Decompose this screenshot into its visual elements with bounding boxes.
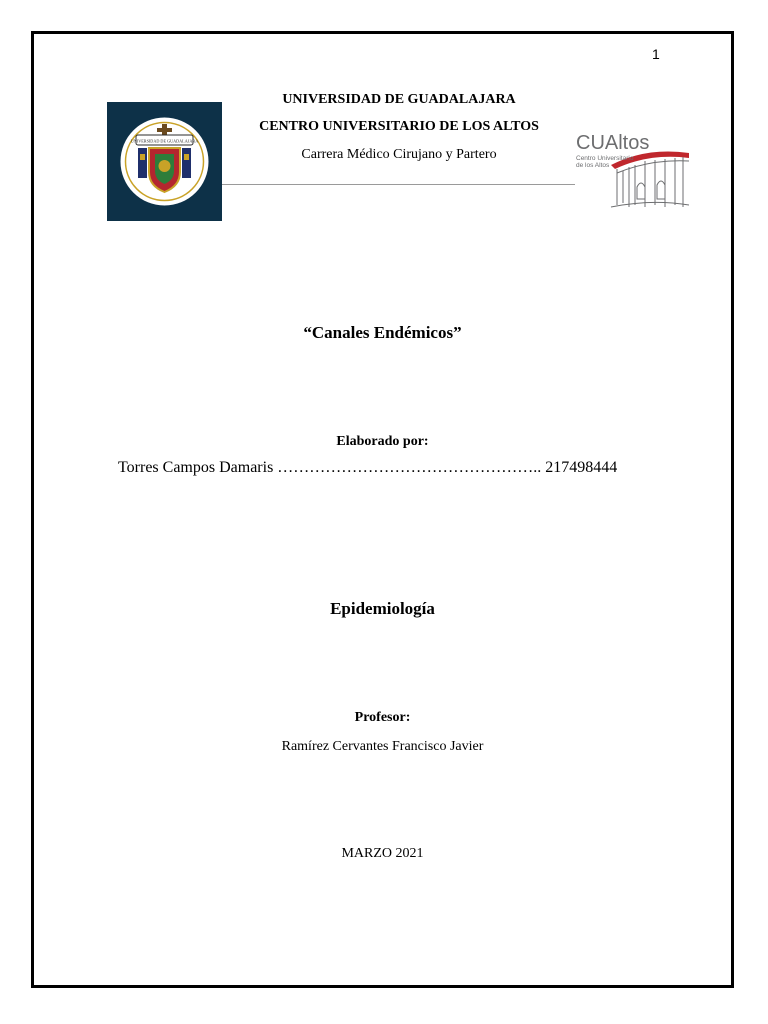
document-page [31, 31, 734, 988]
document-title: “Canales Endémicos” [303, 323, 462, 342]
center-name: CENTRO UNIVERSITARIO DE LOS ALTOS [259, 119, 539, 134]
program-name: Carrera Médico Cirujano y Partero [301, 147, 497, 162]
author-dot-leader: ………………………………………….. [277, 459, 542, 476]
elaborado-label: Elaborado por: [336, 434, 429, 449]
author-line [118, 459, 678, 477]
cualtos-building-icon [571, 127, 689, 217]
cualtos-subtitle-1: Centro Universitario [576, 155, 634, 162]
university-name: UNIVERSIDAD DE GUADALAJARA [282, 92, 516, 107]
professor-name: Ramírez Cervantes Francisco Javier [281, 739, 484, 754]
header-divider [222, 184, 575, 185]
student-code: 217498444 [545, 459, 618, 476]
author-name: Torres Campos Damaris [118, 459, 274, 476]
cualtos-subtitle-2: de los Altos [576, 162, 610, 169]
subject-name: Epidemiología [330, 599, 435, 618]
udg-banner-text: UNIVERSIDAD DE GUADALAJARA [130, 138, 199, 144]
professor-label: Profesor: [354, 710, 411, 725]
cualtos-logo [571, 127, 689, 217]
document-date: MARZO 2021 [341, 846, 424, 861]
page-number: 1 [652, 46, 660, 62]
cualtos-logotype: CUAltos [576, 132, 650, 154]
